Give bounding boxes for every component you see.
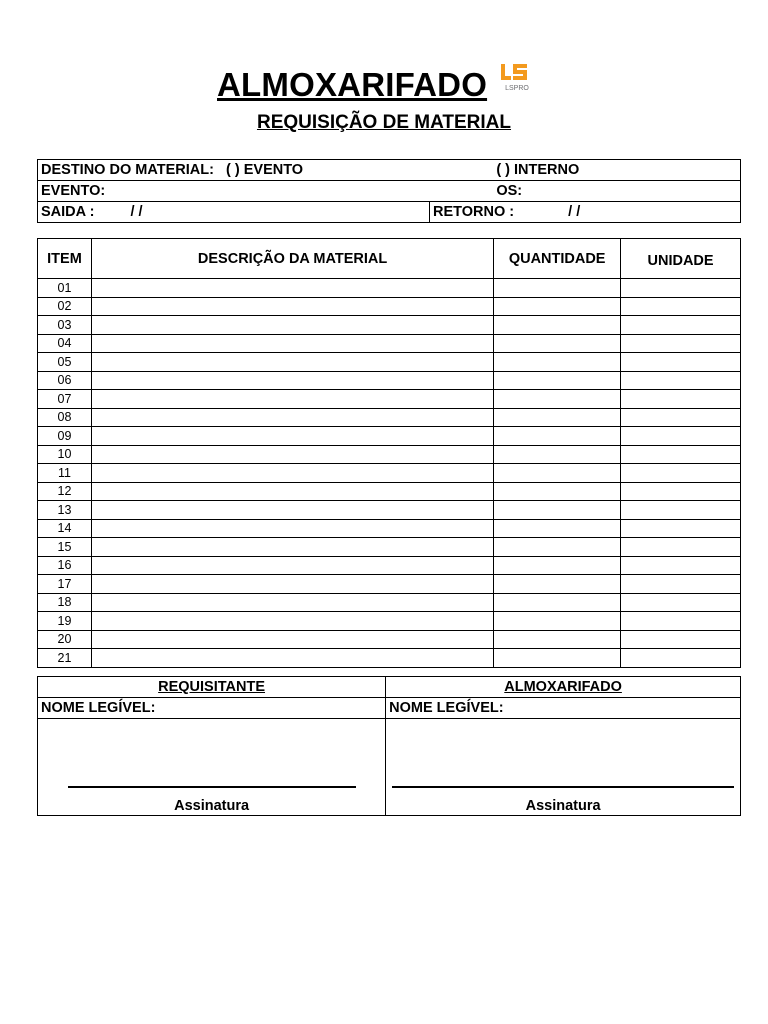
quantity-cell[interactable] <box>494 519 621 538</box>
quantity-cell[interactable] <box>494 649 621 668</box>
requisitante-name-label: NOME LEGÍVEL: <box>41 700 156 716</box>
table-row <box>38 427 741 446</box>
quantity-cell[interactable] <box>494 538 621 557</box>
dates-row <box>38 202 741 223</box>
item-number-cell: 02 <box>38 297 92 316</box>
almoxarifado-heading: ALMOXARIFADO <box>386 677 741 698</box>
quantity-cell[interactable] <box>494 427 621 446</box>
item-number-cell: 05 <box>38 353 92 372</box>
quantity-cell[interactable] <box>494 464 621 483</box>
description-cell[interactable] <box>91 501 493 520</box>
items-header-row <box>38 239 741 279</box>
unit-cell[interactable] <box>621 612 741 631</box>
table-row <box>38 316 741 335</box>
quantity-cell[interactable] <box>494 371 621 390</box>
description-cell[interactable] <box>91 408 493 427</box>
company-logo <box>497 62 537 96</box>
item-number-cell: 16 <box>38 556 92 575</box>
retorno-date-slashes: / / <box>568 204 581 220</box>
item-number-cell: 10 <box>38 445 92 464</box>
evento-label: EVENTO: <box>41 183 106 199</box>
signature-table <box>37 676 741 816</box>
quantity-cell[interactable] <box>494 334 621 353</box>
table-row <box>38 445 741 464</box>
unit-cell[interactable] <box>621 408 741 427</box>
quantity-cell[interactable] <box>494 279 621 298</box>
interno-checkbox-option[interactable]: ( ) INTERNO <box>496 162 580 178</box>
quantity-cell[interactable] <box>494 390 621 409</box>
almoxarifado-signature-line <box>392 786 734 788</box>
table-row <box>38 279 741 298</box>
description-cell[interactable] <box>91 427 493 446</box>
column-header-quantidade: QUANTIDADE <box>494 239 621 279</box>
unit-cell[interactable] <box>621 427 741 446</box>
requisitante-name-field[interactable] <box>38 698 386 719</box>
description-cell[interactable] <box>91 464 493 483</box>
retorno-cell[interactable] <box>430 202 741 223</box>
table-row <box>38 390 741 409</box>
unit-cell[interactable] <box>621 556 741 575</box>
requisitante-heading: REQUISITANTE <box>38 677 386 698</box>
table-row <box>38 612 741 631</box>
destino-cell <box>38 160 497 181</box>
item-number-cell: 09 <box>38 427 92 446</box>
column-header-item: ITEM <box>38 239 92 279</box>
table-row <box>38 593 741 612</box>
quantity-cell[interactable] <box>494 612 621 631</box>
item-number-cell: 01 <box>38 279 92 298</box>
description-cell[interactable] <box>91 390 493 409</box>
quantity-cell[interactable] <box>494 630 621 649</box>
unit-cell[interactable] <box>621 371 741 390</box>
almoxarifado-name-label: NOME LEGÍVEL: <box>389 700 504 716</box>
description-cell[interactable] <box>91 649 493 668</box>
description-cell[interactable] <box>91 575 493 594</box>
quantity-cell[interactable] <box>494 408 621 427</box>
description-cell[interactable] <box>91 445 493 464</box>
description-cell[interactable] <box>91 612 493 631</box>
quantity-cell[interactable] <box>494 556 621 575</box>
item-number-cell: 17 <box>38 575 92 594</box>
almoxarifado-signature-label: Assinatura <box>525 798 601 814</box>
evento-row <box>38 181 741 202</box>
signature-row <box>38 719 741 816</box>
table-row <box>38 297 741 316</box>
saida-date-slashes: / / <box>130 204 143 220</box>
quantity-cell[interactable] <box>494 593 621 612</box>
column-header-descricao: DESCRIÇÃO DA MATERIAL <box>91 239 493 279</box>
quantity-cell[interactable] <box>494 575 621 594</box>
unit-cell[interactable] <box>621 593 741 612</box>
table-row <box>38 501 741 520</box>
table-row <box>38 649 741 668</box>
quantity-cell[interactable] <box>494 316 621 335</box>
evento-checkbox-option[interactable]: ( ) EVENTO <box>226 162 304 178</box>
destino-label: DESTINO DO MATERIAL: <box>41 162 214 178</box>
item-number-cell: 20 <box>38 630 92 649</box>
page-subtitle: REQUISIÇÃO DE MATERIAL <box>256 112 512 133</box>
interno-cell <box>496 160 740 181</box>
unit-cell[interactable] <box>621 482 741 501</box>
signature-header-row <box>38 677 741 698</box>
item-number-cell: 07 <box>38 390 92 409</box>
table-row <box>38 519 741 538</box>
item-number-cell: 14 <box>38 519 92 538</box>
description-cell[interactable] <box>91 519 493 538</box>
items-table <box>37 238 741 668</box>
item-number-cell: 21 <box>38 649 92 668</box>
quantity-cell[interactable] <box>494 501 621 520</box>
header <box>0 62 768 106</box>
description-cell[interactable] <box>91 538 493 557</box>
unit-cell[interactable] <box>621 538 741 557</box>
description-cell[interactable] <box>91 279 493 298</box>
unit-cell[interactable] <box>621 353 741 372</box>
name-row <box>38 698 741 719</box>
unit-cell[interactable] <box>621 390 741 409</box>
os-cell[interactable] <box>496 181 740 202</box>
retorno-label: RETORNO : <box>433 204 515 220</box>
description-cell[interactable] <box>91 593 493 612</box>
description-cell[interactable] <box>91 482 493 501</box>
table-row <box>38 556 741 575</box>
saida-label: SAIDA : <box>41 204 95 220</box>
description-cell[interactable] <box>91 297 493 316</box>
description-cell[interactable] <box>91 556 493 575</box>
item-number-cell: 18 <box>38 593 92 612</box>
item-number-cell: 06 <box>38 371 92 390</box>
almoxarifado-signature-box[interactable] <box>386 719 741 816</box>
unit-cell[interactable] <box>621 297 741 316</box>
svg-text:LSPRO: LSPRO <box>505 85 529 92</box>
table-row <box>38 371 741 390</box>
requisitante-signature-line <box>68 786 356 788</box>
unit-cell[interactable] <box>621 445 741 464</box>
unit-cell[interactable] <box>621 464 741 483</box>
table-row <box>38 334 741 353</box>
almoxarifado-name-field[interactable] <box>386 698 741 719</box>
table-row <box>38 464 741 483</box>
os-label: OS: <box>496 183 523 199</box>
description-cell[interactable] <box>91 371 493 390</box>
description-cell[interactable] <box>91 316 493 335</box>
quantity-cell[interactable] <box>494 445 621 464</box>
unit-cell[interactable] <box>621 279 741 298</box>
requisitante-signature-box[interactable] <box>38 719 386 816</box>
quantity-cell[interactable] <box>494 297 621 316</box>
unit-cell[interactable] <box>621 575 741 594</box>
description-cell[interactable] <box>91 334 493 353</box>
unit-cell[interactable] <box>621 316 741 335</box>
unit-cell[interactable] <box>621 649 741 668</box>
unit-cell[interactable] <box>621 334 741 353</box>
column-header-unidade: UNIDADE <box>621 239 741 279</box>
requisitante-signature-label: Assinatura <box>174 798 250 814</box>
item-number-cell: 04 <box>38 334 92 353</box>
destino-row <box>38 160 741 181</box>
table-row <box>38 538 741 557</box>
evento-cell[interactable] <box>38 181 497 202</box>
page-title: ALMOXARIFADO <box>217 66 488 103</box>
description-cell[interactable] <box>91 630 493 649</box>
destination-info-table <box>37 159 741 223</box>
item-number-cell: 13 <box>38 501 92 520</box>
item-number-cell: 08 <box>38 408 92 427</box>
item-number-cell: 12 <box>38 482 92 501</box>
table-row <box>38 353 741 372</box>
table-row <box>38 408 741 427</box>
unit-cell[interactable] <box>621 501 741 520</box>
saida-cell[interactable] <box>38 202 430 223</box>
quantity-cell[interactable] <box>494 353 621 372</box>
description-cell[interactable] <box>91 353 493 372</box>
item-number-cell: 19 <box>38 612 92 631</box>
quantity-cell[interactable] <box>494 482 621 501</box>
table-row <box>38 575 741 594</box>
table-row <box>38 630 741 649</box>
item-number-cell: 03 <box>38 316 92 335</box>
table-row <box>38 482 741 501</box>
item-number-cell: 11 <box>38 464 92 483</box>
unit-cell[interactable] <box>621 519 741 538</box>
unit-cell[interactable] <box>621 630 741 649</box>
item-number-cell: 15 <box>38 538 92 557</box>
